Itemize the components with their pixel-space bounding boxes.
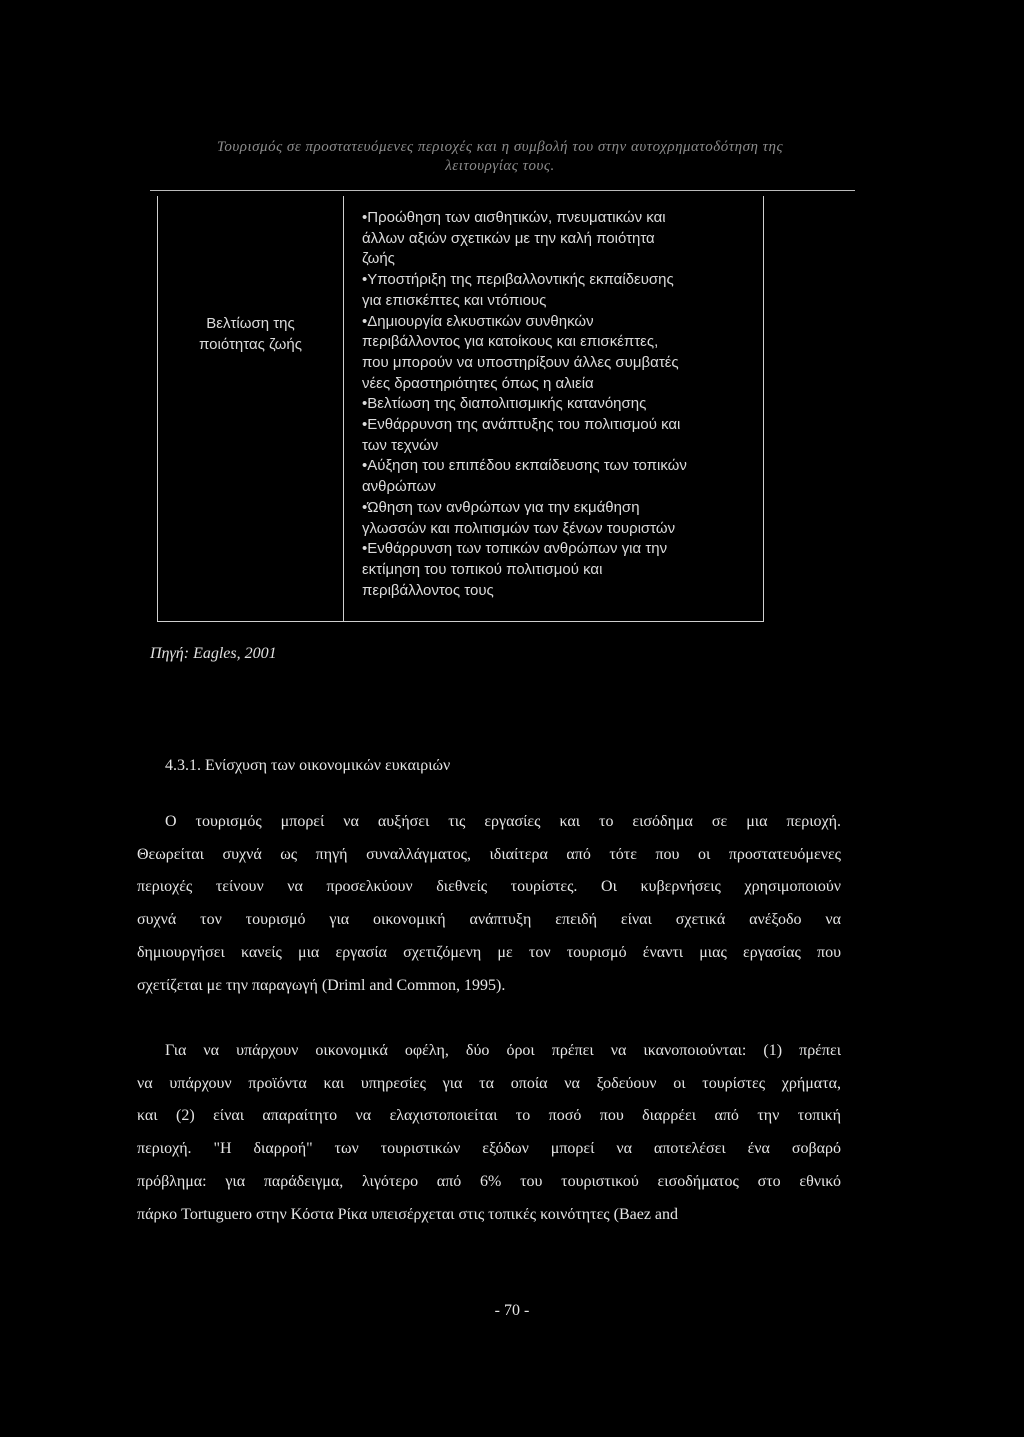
benefit-line: περιβάλλοντος για κατοίκους και επισκέπτες, (362, 333, 659, 351)
paragraph-line: Για να υπάρχουν οικονομικά οφέλη, δύο όροι πρέπει να ικανοποιούνται: (1) πρέπει (165, 1042, 841, 1059)
benefit-line: ζωής (362, 250, 395, 268)
running-header (150, 138, 850, 176)
benefit-line: γλωσσών και πολιτισμών των ξένων τουριστών (362, 519, 676, 537)
category-line-2: ποιότητας ζωής (199, 336, 302, 353)
paragraph-2 (137, 1035, 841, 1231)
benefit-line: ανθρώπων (362, 478, 436, 496)
benefit-line: •Ώθηση των ανθρώπων για την εκμάθηση (362, 498, 640, 516)
benefit-line: •Προώθηση των αισθητικών, πνευματικών και (362, 209, 666, 226)
benefit-line: εκτίμηση του τοπικού πολιτισμού και (362, 560, 603, 578)
paragraph-line: περιοχή. "Η διαρροή" των τουριστικών εξόδων μπορεί να αποτελέσει ένα σοβαρό (137, 1140, 841, 1158)
benefit-line: νέες δραστηριότητες όπως η αλιεία (362, 374, 594, 392)
benefit-line: •Αύξηση του επιπέδου εκπαίδευσης των τοπικών (362, 457, 687, 475)
table-benefits-cell (362, 208, 762, 601)
category-line-1: Βελτίωση της (206, 315, 295, 332)
paragraph-line: δημιουργήσει κανείς μια εργασία σχετιζόμενη με τον τουρισμό έναντι μιας εργασίας που (137, 943, 841, 961)
benefit-line: •Ενθάρρυνση των τοπικών ανθρώπων για την (362, 540, 668, 558)
running-header-line-2: λειτουργίας τους. (445, 158, 555, 174)
paragraph-line: συχνά τον τουρισμό για οικονομική ανάπτυξη επειδή είναι σχετικά ανέξοδο να (137, 911, 841, 929)
benefits-table (157, 196, 764, 622)
table-category-cell (158, 313, 343, 355)
paragraph-line: Θεωρείται συχνά ως πηγή συναλλάγματος, ιδιαίτερα από τότε που οι προστατευόμενες (137, 845, 841, 863)
paragraph-line: σχετίζεται με την παραγωγή (Driml and Common, 1995). (137, 976, 506, 994)
benefit-line: •Βελτίωση της διαπολιτισμικής κατανόησης (362, 395, 647, 413)
page-number: - 70 - (494, 1302, 530, 1319)
benefit-line: που μπορούν να υποστηρίξουν άλλες συμβατές (362, 353, 679, 371)
benefit-line: •Υποστήριξη της περιβαλλοντικής εκπαίδευσης (362, 271, 674, 289)
benefit-line: •Ενθάρρυνση της ανάπτυξης του πολιτισμού και (362, 416, 681, 434)
benefit-line: περιβάλλοντος τους (362, 581, 494, 599)
paragraph-line: πάρκο Tortuguero στην Κόστα Ρίκα υπεισέρχεται στις τοπικές κοινότητες (Baez and (137, 1205, 679, 1223)
running-header-line-1: Τουρισμός σε προστατευόμενες περιοχές και η συμβολή του στην αυτοχρηματοδότηση της (216, 139, 784, 155)
paragraph-line: Ο τουρισμός μπορεί να αυξήσει τις εργασίες και το εισόδημα σε μια περιοχή. (165, 813, 841, 830)
paragraph-line: πρόβλημα: για παράδειγμα, λιγότερο από 6% του τουριστικού εισοδήματος στο εθνικό (137, 1172, 841, 1190)
table-column-divider (343, 196, 344, 621)
paragraph-1 (137, 806, 841, 1002)
benefit-line: των τεχνών (362, 436, 439, 454)
header-rule (150, 190, 855, 191)
table-source: Πηγή: Eagles, 2001 (150, 645, 277, 662)
benefit-line: άλλων αξιών σχετικών με την καλή ποιότητα (362, 229, 655, 247)
section-heading: 4.3.1. Ενίσχυση των οικονομικών ευκαιριών (165, 757, 451, 774)
paragraph-line: να υπάρχουν προϊόντα και υπηρεσίες για τα οποία να ξοδεύουν οι τουρίστες χρήματα, (137, 1074, 841, 1092)
benefit-line: για επισκέπτες και ντόπιους (362, 291, 547, 309)
paragraph-line: και (2) είναι απαραίτητο να ελαχιστοποιείται το ποσό που διαρρέει από την τοπική (137, 1107, 841, 1125)
benefit-line: •Δημιουργία ελκυστικών συνθηκών (362, 312, 594, 330)
paragraph-line: περιοχές τείνουν να προσελκύουν διεθνείς τουρίστες. Οι κυβερνήσεις χρησιμοποιούν (137, 878, 841, 896)
